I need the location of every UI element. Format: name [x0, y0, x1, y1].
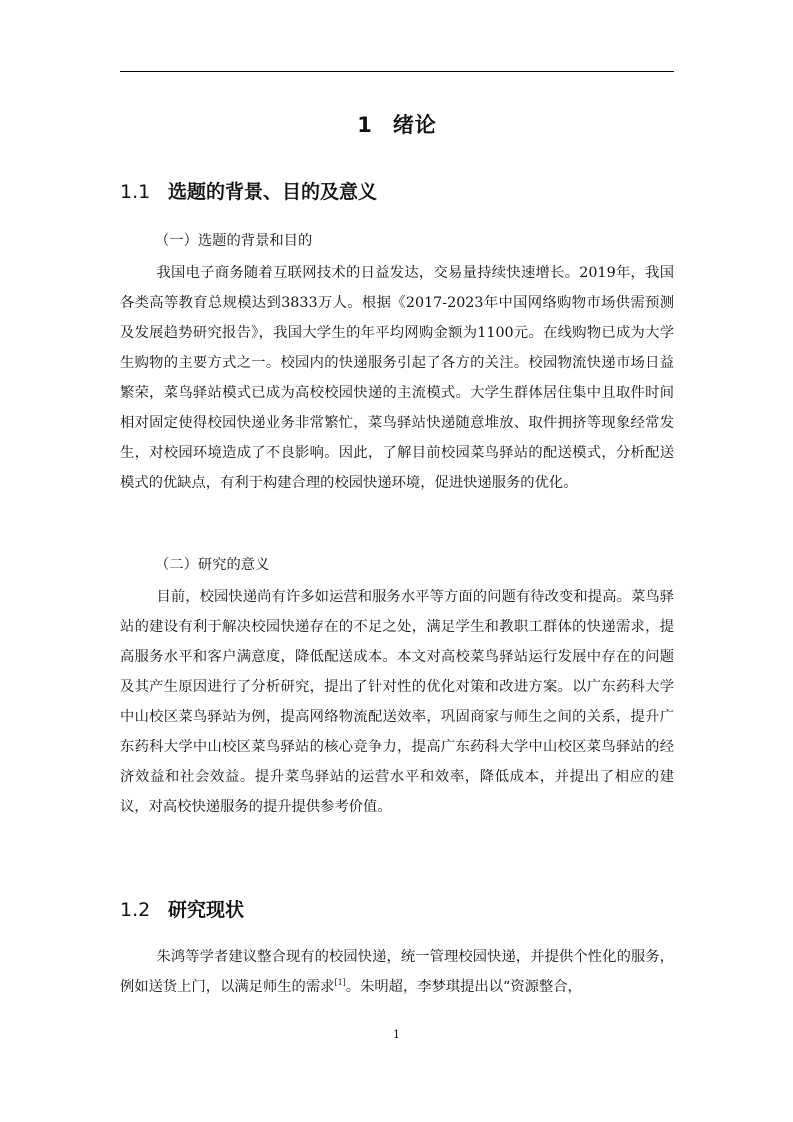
- section-title: 研究现状: [168, 899, 245, 921]
- section-title: 选题的背景、目的及意义: [168, 181, 378, 203]
- citation-reference[interactable]: [1]: [334, 978, 346, 987]
- paragraph-text: 。朱明超，李梦琪提出以“资源整合，: [345, 979, 582, 995]
- chapter-title-text: 绪论: [392, 113, 437, 137]
- paragraph-background: 我国电子商务随着互联网技术的日益发达，交易量持续快速增长。2019年，我国各类高等教育总规模达到3833万人。根据《2017-2023年中国网络购物市场供需预测及发展趋势研究报告》，我国大学生的年平均网购金额为1100元。在线购物已成为大学生购物的主要方式之一。校园内的快递服务引起了各方的关注。校园物流快递市场日益繁荣，菜鸟驿站模式已成为高校校园快递的主流模式。大学生群体居住集中且取件时间相对固定使得校园快递业务非常繁忙，菜鸟驿站快递随意堆放、取件拥挤等现象经常发生，对校园环境造成了不良影响。因此，了解目前校园菜鸟驿站的配送模式，分析配送模式的优缺点，有利于构建合理的校园快递环境，促进快递服务的优化。: [120, 265, 674, 491]
- subsection-heading-significance: （二）研究的意义: [155, 557, 270, 573]
- section-heading-1-2: [120, 896, 244, 924]
- section-number: 1.1: [120, 181, 151, 203]
- section-number: 1.2: [120, 899, 151, 921]
- paragraph-significance: 目前，校园快递尚有许多如运营和服务水平等方面的问题有待改变和提高。菜鸟驿站的建设有利于解决校园快递存在的不足之处，满足学生和教职工群体的快递需求，提高服务水平和客户满意度，降低配送成本。本文对高校菜鸟驿站运行发展中存在的问题及其产生原因进行了分析研究，提出了针对性的优化对策和改进方案。以广东药科大学中山校区菜鸟驿站为例，提高网络物流配送效率，巩固商家与师生之间的关系，提升广东药科大学中山校区菜鸟驿站的核心竞争力，提高广东药科大学中山校区菜鸟驿站的经济效益和社会效益。提升菜鸟驿站的运营水平和效率，降低成本，并提出了相应的建议，对高校快递服务的提升提供参考价值。: [120, 589, 674, 815]
- header-rule: [120, 71, 674, 72]
- subsection-heading-background: （一）选题的背景和目的: [155, 233, 313, 249]
- section-heading-1-1: [120, 178, 377, 206]
- page-number: 1: [393, 1028, 400, 1041]
- paragraph-text: 朱鸿等学者建议整合现有的校园快递，统一管理校园快递，并提供个性化的服务，例如送货上门，以满足师生的需求: [120, 949, 674, 995]
- chapter-title: [120, 110, 674, 140]
- chapter-number: 1: [357, 113, 373, 137]
- paragraph-research-status: [120, 942, 674, 1002]
